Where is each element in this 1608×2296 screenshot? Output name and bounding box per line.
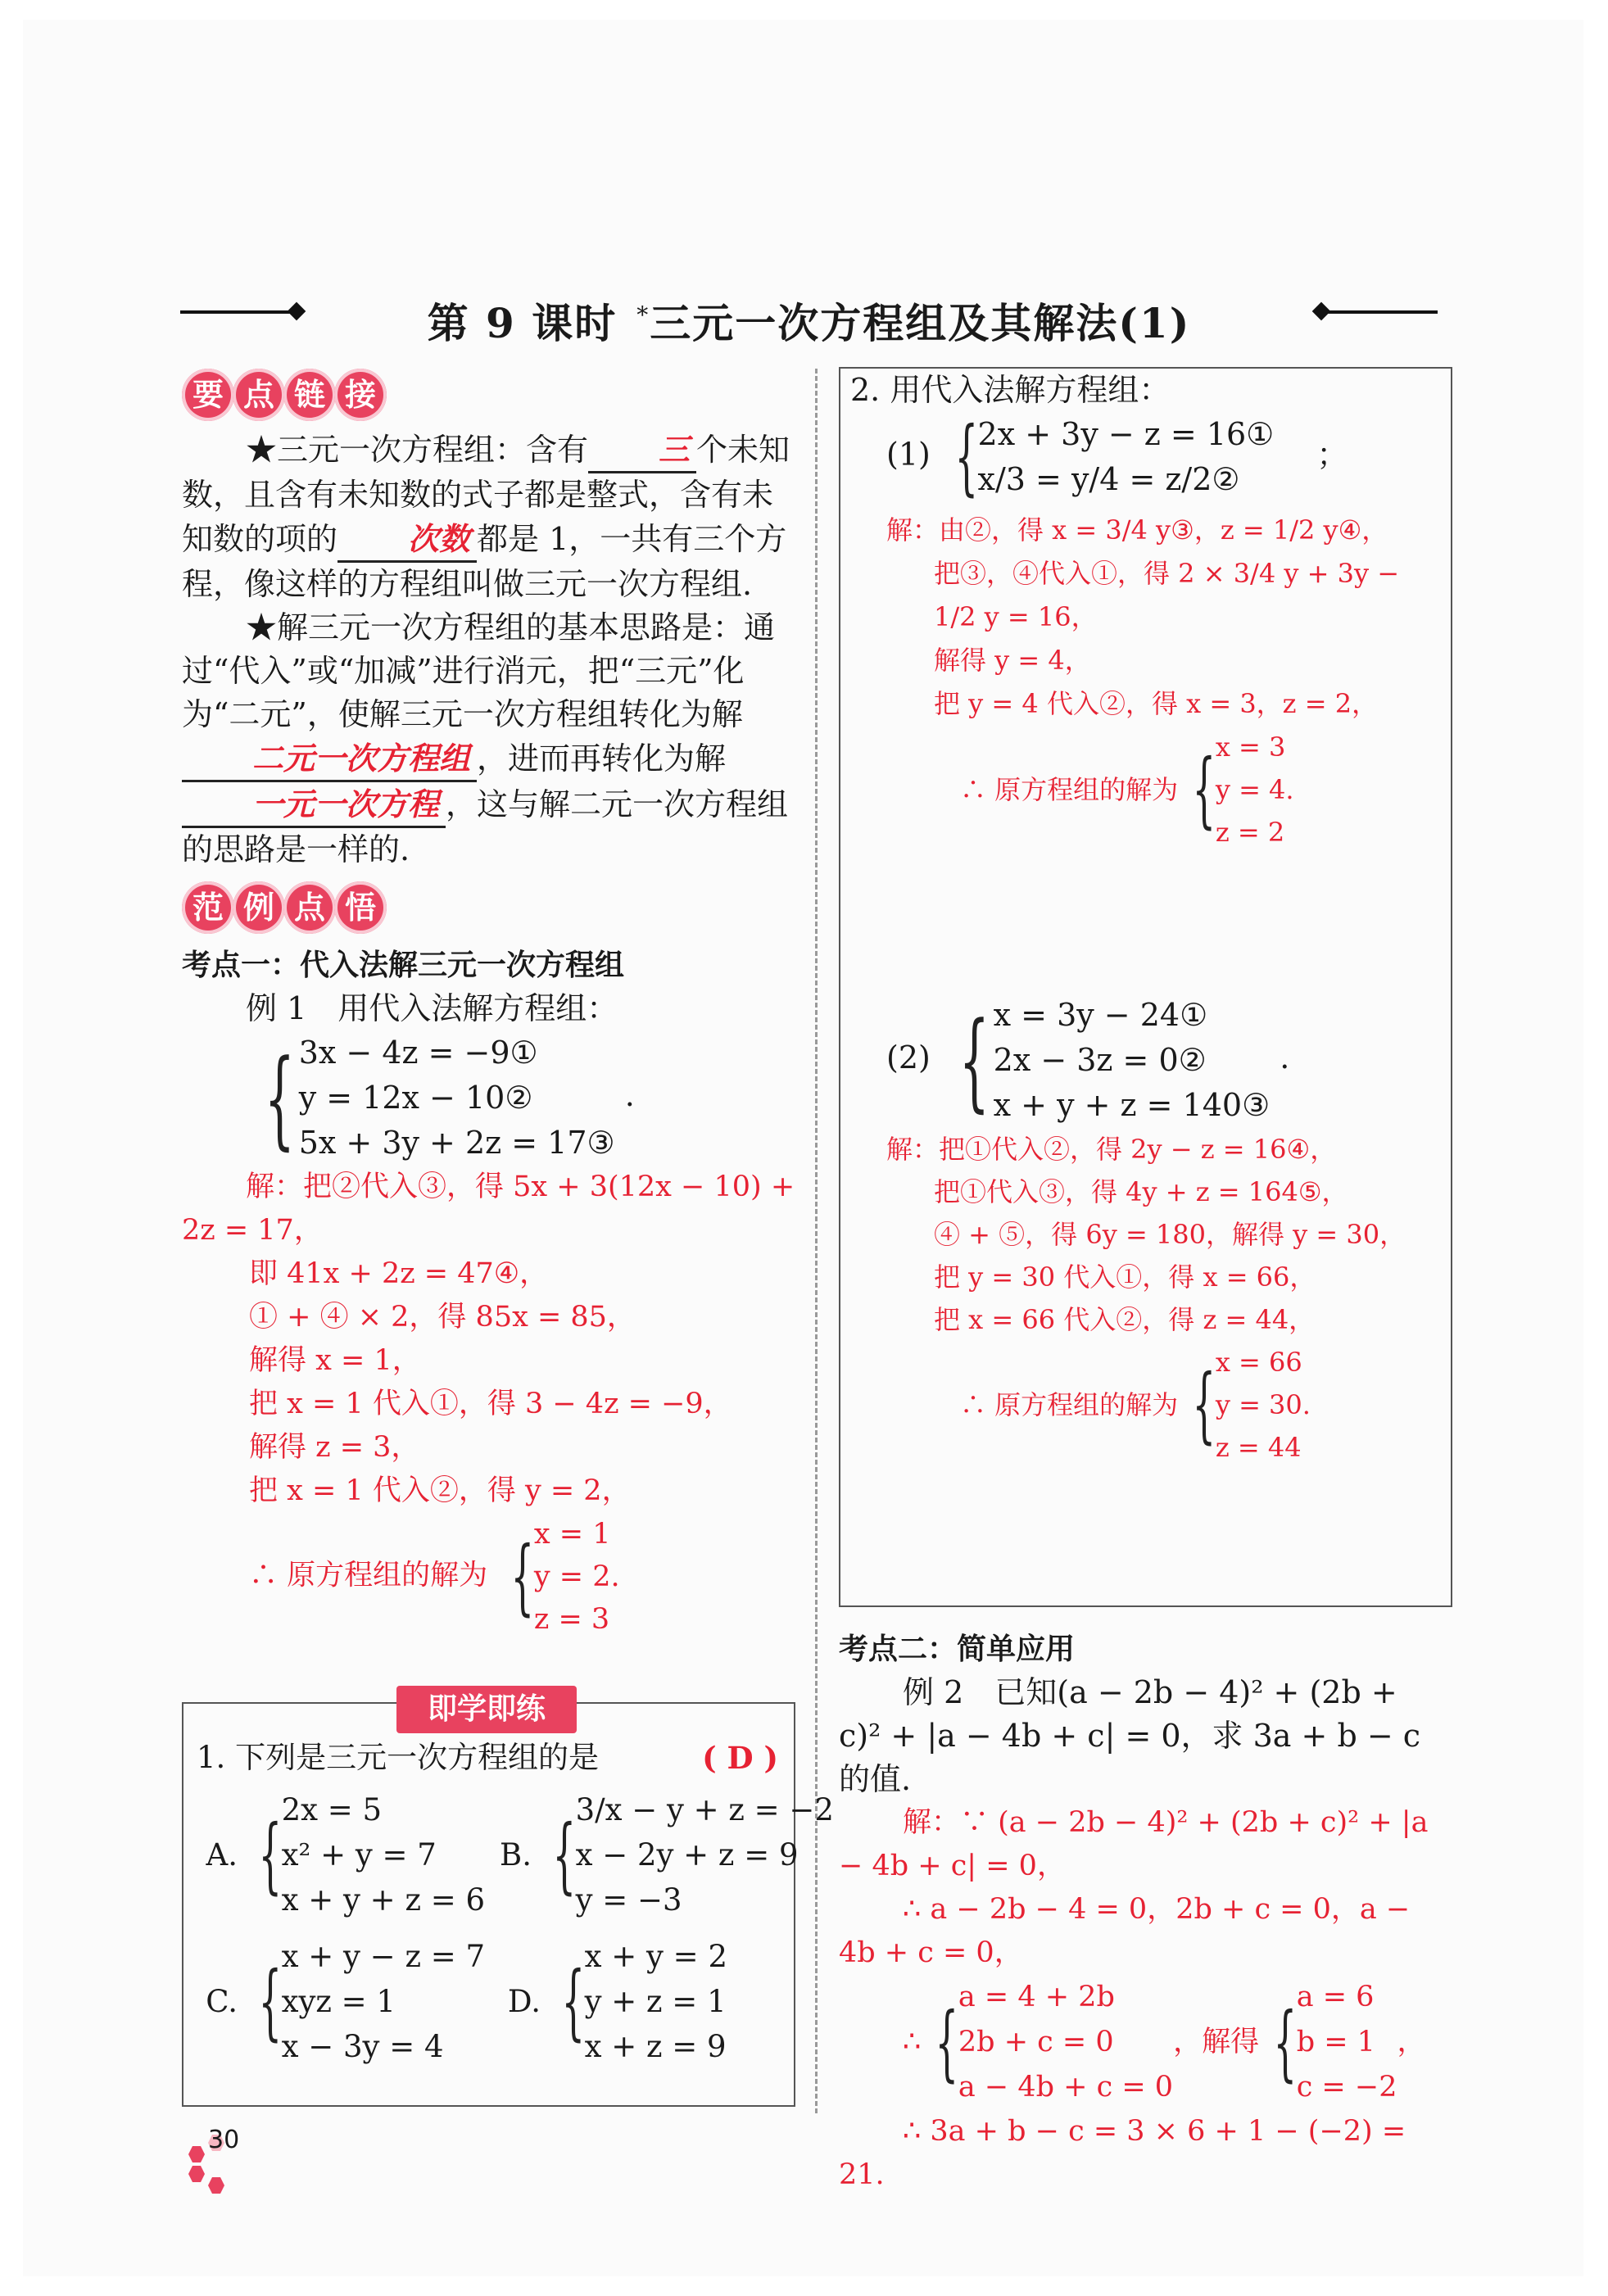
example-2-solution — [839, 1801, 1449, 2197]
example-1-label: 例 1 用代入法解方程组： — [246, 990, 618, 1026]
question-text: 1. 下列是三元一次方程组的是 — [197, 1740, 600, 1775]
equation: y = 12x − 10② — [298, 1080, 533, 1116]
part-2-system — [850, 993, 1438, 1128]
page-number: 30 — [208, 2126, 240, 2154]
left-brace: { — [258, 1806, 283, 1903]
equation: x/3 = y/4 = z/2② — [977, 461, 1240, 497]
option-label: D. — [507, 1983, 541, 2019]
answer-value: z = 44 — [1215, 1432, 1302, 1463]
answer-value: y = 30. — [1215, 1389, 1311, 1420]
solve-text: ，解得 — [1173, 2026, 1260, 2058]
equation: x + z = 9 — [584, 2029, 727, 2064]
comma: ， — [1397, 2026, 1426, 2058]
left-brace: { — [1192, 741, 1216, 837]
fill-blank-answer: 次数 — [337, 517, 477, 563]
left-brace: { — [935, 1994, 959, 2090]
text: ，进而再转化为解 — [477, 740, 727, 777]
equation: 5x + 3y + 2z = 17③ — [298, 1125, 615, 1161]
option-b — [500, 1787, 834, 1922]
equation: y + z = 1 — [584, 1984, 727, 2019]
solution-final: ∴ 3a + b − c = 3 × 6 + 1 − (−2) = 21. — [839, 2115, 1406, 2191]
equation: 2b + c = 0 — [958, 2026, 1114, 2058]
left-brace: { — [552, 1806, 577, 1903]
answer-label: ∴ 原方程组的解为 — [249, 1559, 488, 1592]
knowledge-point-1: 考点一：代入法解三元一次方程组 — [182, 949, 625, 982]
left-brace: { — [258, 1953, 283, 2049]
left-brace: { — [958, 998, 990, 1123]
key-point-2 — [182, 606, 800, 872]
left-brace: { — [1273, 1994, 1298, 2090]
example-1-system — [182, 1030, 800, 1166]
practice-question-1 — [197, 1737, 778, 1779]
solution-step: ① + ④ × 2，得 85x = 85， — [249, 1301, 636, 1334]
period: . — [624, 1077, 635, 1113]
option-label: B. — [500, 1836, 532, 1873]
equation: a − 4b + c = 0 — [958, 2071, 1174, 2104]
left-brace: { — [510, 1528, 535, 1624]
answer-value: y = 4. — [1215, 774, 1294, 805]
answer-value: a = 6 — [1296, 1981, 1375, 2013]
solution-step: 把③，④代入①，得 2 × 3/4 y + 3y − 1/2 y = 16， — [934, 558, 1400, 632]
solution-step: 解得 y = 4， — [934, 645, 1091, 676]
right-column — [839, 360, 1449, 2191]
text: 个未知数，且含有未知数的式子都是整式，含有未知数的项的 — [182, 432, 790, 557]
solution-step: ④ + ⑤，得 6y = 180，解得 y = 30， — [934, 1219, 1406, 1250]
dot — [208, 2177, 224, 2194]
part-label: (2) — [886, 1039, 931, 1076]
lesson-topic: 三元一次方程组及其解法(1) — [650, 299, 1191, 347]
answer-label: ∴ 原方程组的解为 — [960, 773, 1179, 805]
option-label: C. — [206, 1983, 238, 2019]
exercise-2 — [839, 360, 1449, 1469]
lesson-title — [180, 291, 1438, 356]
tag-char: 点 — [233, 369, 285, 421]
option-d — [500, 1934, 803, 2069]
equation: 2x − 3z = 0② — [993, 1042, 1207, 1078]
answer-value: z = 3 — [533, 1603, 610, 1636]
part-2-answer — [886, 1341, 1438, 1469]
answer-value: c = −2 — [1296, 2071, 1397, 2104]
practice-box — [182, 1692, 834, 2107]
section-tag-key-points — [182, 369, 800, 421]
solution-step: ∴ a − 2b − 4 = 0，2b + c = 0，a − 4b + c = 0， — [839, 1893, 1411, 1969]
text: 都是 1，一共有三个方程，像这样的方程组叫做三元一次方程组. — [182, 521, 787, 602]
part-1-system — [850, 409, 1438, 505]
solution-step: 把①代入③，得 4y + z = 164⑤， — [934, 1176, 1348, 1207]
example-2-system-row — [839, 1975, 1449, 2110]
solution-step: 把 x = 1 代入①，得 3 − 4z = −9， — [249, 1388, 732, 1420]
equation: xyz = 1 — [281, 1984, 396, 2019]
solution-step: 把 y = 4 代入②，得 x = 3，z = 2， — [934, 688, 1379, 719]
tag-char: 悟 — [334, 881, 387, 934]
option-label: A. — [206, 1836, 238, 1873]
part-2-solution — [850, 1128, 1438, 1469]
period: . — [1280, 1039, 1290, 1076]
part-1-answer — [886, 726, 1438, 854]
solution-step: 把 x = 1 代入②，得 y = 2， — [249, 1474, 631, 1507]
equation: 3x − 4z = −9① — [298, 1035, 538, 1071]
equation-system — [246, 1030, 615, 1166]
part-label: (1) — [886, 436, 931, 473]
text: ★三元一次方程组：含有 — [246, 432, 589, 468]
dot — [188, 2146, 205, 2162]
equation: x = 3y − 24① — [993, 997, 1208, 1033]
lesson-number: 第 9 课时 — [427, 299, 618, 347]
part-1-solution — [850, 509, 1438, 854]
solution-step: 把②代入③，得 5x + 3(12x − 10) + 2z = 17， — [182, 1171, 795, 1247]
tag-char: 范 — [182, 881, 234, 934]
answer-value: x = 66 — [1215, 1347, 1302, 1378]
text: ，这与解二元一次方程组的思路是一样的. — [182, 786, 789, 867]
left-brace: { — [561, 1953, 586, 2049]
answer-value: x = 3 — [1215, 731, 1286, 763]
solution-step: 解得 x = 1， — [249, 1344, 421, 1377]
section-tag-examples — [182, 881, 800, 934]
solution-step: 解：由②，得 x = 3/4 y③，z = 1/2 y④， — [886, 514, 1388, 546]
fill-blank-answer: 一元一次方程 — [182, 782, 446, 828]
solution-step: 解：把①代入②，得 2y − z = 16④， — [886, 1134, 1337, 1165]
equation: 2x + 3y − z = 16① — [977, 416, 1275, 452]
option-grid — [197, 1787, 834, 2069]
equation: x + y − z = 7 — [281, 1939, 486, 1974]
exercise-2-prompt: 2. 用代入法解方程组： — [850, 372, 1171, 408]
therefore-sign: ∴ — [903, 2026, 922, 2058]
fill-blank-answer: 三 — [588, 428, 696, 473]
key-point-1 — [182, 428, 800, 606]
answer-value: x = 1 — [533, 1518, 611, 1551]
example-2-prompt: 例 2 已知(a − 2b − 4)² + (2b + c)² + |a − 4b + c| = 0，求 3a + b − c 的值. — [839, 1674, 1421, 1797]
equation: 3/x − y + z = −2 — [575, 1792, 834, 1827]
knowledge-point-2: 考点二：简单应用 — [839, 1633, 1076, 1666]
equation: y = −3 — [575, 1882, 682, 1918]
answer-value: y = 2. — [533, 1560, 620, 1593]
title-text — [180, 291, 1438, 350]
semicolon: ； — [1316, 436, 1348, 473]
answer-value: z = 2 — [1215, 817, 1285, 848]
solution-step: 把 y = 30 代入①，得 x = 66， — [934, 1261, 1316, 1293]
text: ★解三元一次方程组的基本思路是：通过“代入”或“加减”进行消元，把“三元”化为“二元”，使解三元一次方程组转化为解 — [182, 609, 776, 732]
equation: x + y = 2 — [584, 1939, 727, 1974]
question-answer: ( D ) — [702, 1740, 778, 1776]
dot — [188, 2166, 205, 2182]
equation: x − 3y = 4 — [281, 2029, 444, 2064]
title-rule-right — [1323, 310, 1438, 314]
tag-char: 要 — [182, 369, 234, 421]
example-1-solution — [182, 1166, 800, 1641]
tag-char: 例 — [233, 881, 285, 934]
tag-char: 接 — [334, 369, 387, 421]
solution-step: 即 41x + 2z = 47④， — [249, 1257, 549, 1290]
practice-content — [197, 1737, 834, 2069]
solution-step: 解：∵ (a − 2b − 4)² + (2b + c)² + |a − 4b + c| = 0， — [839, 1806, 1429, 1882]
solution-step: 解得 z = 3， — [249, 1431, 420, 1464]
option-c — [197, 1934, 500, 2069]
left-brace: { — [954, 409, 979, 505]
answer-label: ∴ 原方程组的解为 — [960, 1389, 1179, 1420]
option-a — [197, 1787, 500, 1922]
equation: 2x = 5 — [281, 1792, 383, 1827]
example-2-section — [839, 1618, 1449, 2197]
left-column — [182, 369, 800, 1641]
left-brace: { — [1192, 1356, 1216, 1452]
equation: x + y + z = 140③ — [993, 1087, 1271, 1123]
example-1-answer — [182, 1513, 800, 1641]
left-brace: { — [264, 1035, 295, 1161]
solution-label: 解： — [246, 1171, 304, 1203]
equation: x − 2y + z = 9 — [575, 1837, 799, 1873]
fill-blank-answer: 二元一次方程组 — [182, 736, 477, 782]
answer-value: b = 1 — [1296, 2026, 1375, 2058]
practice-header: 即学即练 — [396, 1686, 577, 1733]
equation: a = 4 + 2b — [958, 1981, 1115, 2013]
tag-char: 链 — [283, 369, 336, 421]
solution-step: 把 x = 66 代入②，得 z = 44， — [934, 1304, 1316, 1335]
equation: x + y + z = 6 — [281, 1882, 486, 1918]
optional-star: * — [636, 301, 650, 329]
equation: x² + y = 7 — [281, 1837, 437, 1873]
tag-char: 点 — [283, 881, 336, 934]
